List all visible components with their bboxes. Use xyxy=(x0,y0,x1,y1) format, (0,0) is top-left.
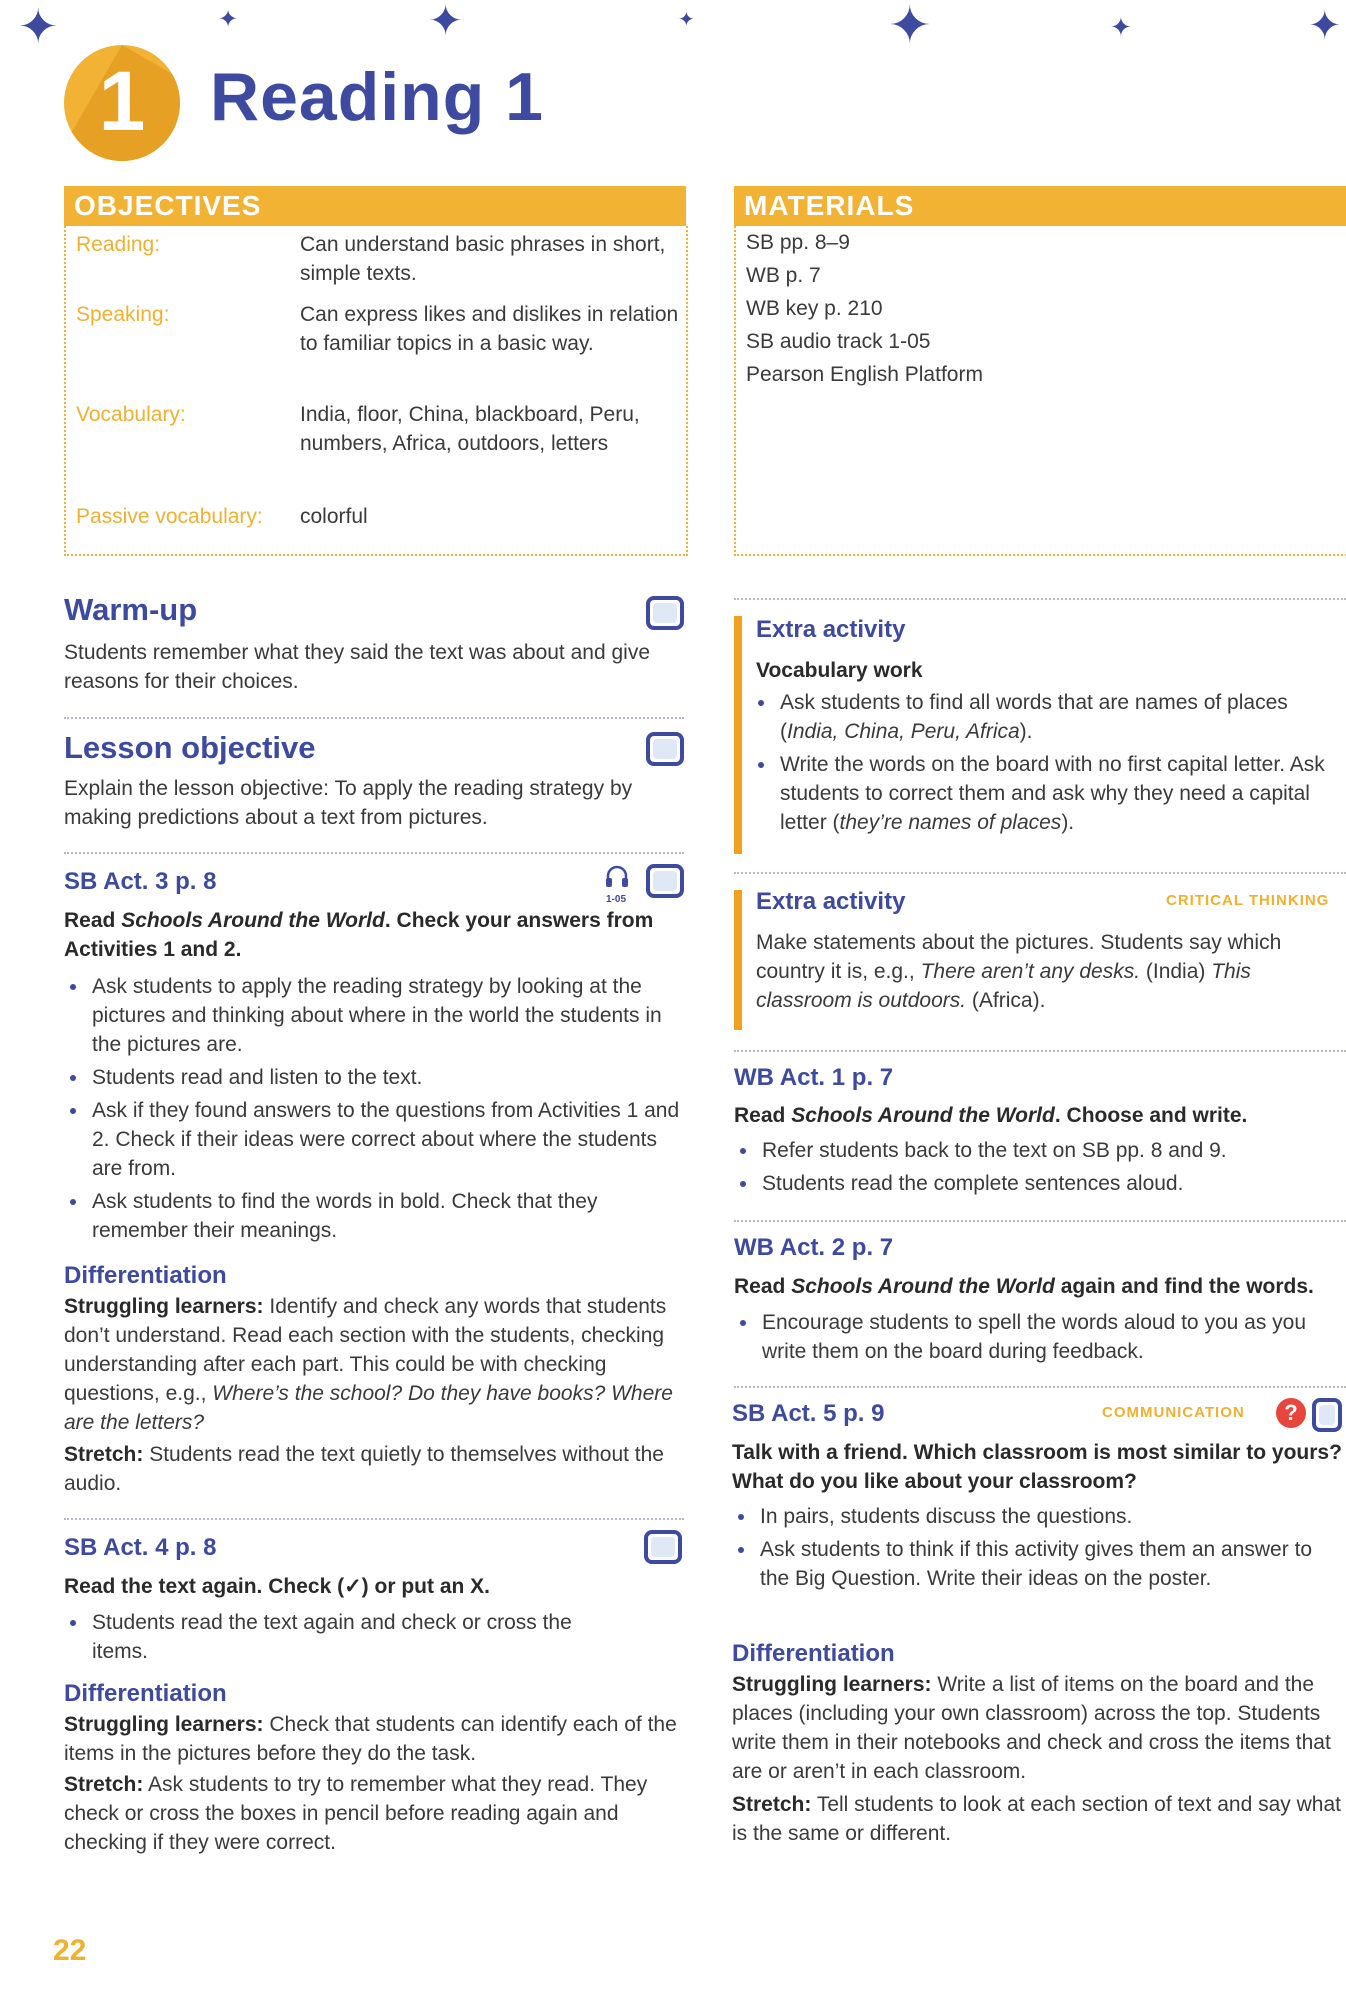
objective-key: Passive vocabulary: xyxy=(76,505,263,528)
objective-value: India, floor, China, blackboard, Peru, numbers, Africa, outdoors, letters xyxy=(300,403,640,455)
screen-icon xyxy=(646,732,684,766)
extra-activity-subtitle: Vocabulary work xyxy=(756,659,923,682)
lesson-number-badge xyxy=(64,45,180,161)
screen-icon xyxy=(644,1530,682,1564)
divider xyxy=(64,852,684,854)
warmup-text: Students remember what they said the text was about and give reasons for their choices. xyxy=(64,641,651,693)
lesson-objective-text: Explain the lesson objective: To apply the reading strategy by making predictions about a text from pictures. xyxy=(64,777,633,829)
objective-key: Vocabulary: xyxy=(76,403,186,426)
list-item: Students read the complete sentences aloud. xyxy=(734,1169,1346,1198)
sb-act5-instruction: Talk with a friend. Which classroom is most similar to yours? What do you like about your classroom? xyxy=(732,1441,1342,1493)
sb-act5-stretch: Stretch: Tell students to look at each section of text and say what is the same or different. xyxy=(732,1793,1341,1845)
sb-act3-bullets xyxy=(64,972,684,1249)
list-item: Write the words on the board with no first capital letter. Ask students to correct them and ask why they need a capital letter (they’re names of places). xyxy=(752,750,1342,837)
wb-act1-bullets xyxy=(734,1136,1346,1202)
sb-act3-title: SB Act. 3 p. 8 xyxy=(64,868,217,895)
star-icon: ✦ xyxy=(218,6,239,33)
sb-act3-instruction: Read Schools Around the World. Check your answers from Activities 1 and 2. xyxy=(64,909,654,961)
wb-act2-title: WB Act. 2 p. 7 xyxy=(734,1234,894,1261)
lesson-number: 1 xyxy=(98,54,146,148)
extra-activity-text: Make statements about the pictures. Students say which country it is, e.g., There aren’t any desks. (India) This classroom is outdoors. (Africa). xyxy=(756,931,1282,1012)
objectives-heading: OBJECTIVES xyxy=(64,186,686,226)
objective-key: Speaking: xyxy=(76,303,170,326)
divider xyxy=(64,1518,684,1520)
divider xyxy=(734,1220,1346,1222)
sb-act4-stretch: Stretch: Ask students to try to remember what they read. They check or cross the boxes in pencil before reading again and checking if they were correct. xyxy=(64,1773,648,1854)
list-item: Ask if they found answers to the questions from Activities 1 and 2. Check if their ideas were correct about where the students are from. xyxy=(64,1096,684,1183)
lesson-objective-title: Lesson objective xyxy=(64,730,316,765)
objective-value: colorful xyxy=(300,505,368,528)
extra-activity-bar xyxy=(734,616,742,854)
list-item: Ask students to apply the reading strategy by looking at the pictures and thinking about where in the world the students in the pictures are. xyxy=(64,972,684,1059)
list-item: Students read and listen to the text. xyxy=(64,1063,684,1092)
sb-act4-bullets xyxy=(64,1608,624,1670)
wb-act2-bullets xyxy=(734,1308,1346,1370)
page-title: Reading 1 xyxy=(210,59,544,135)
headset-icon xyxy=(602,862,632,892)
sb-act5-title: SB Act. 5 p. 9 xyxy=(732,1400,885,1427)
list-item: In pairs, students discuss the questions. xyxy=(732,1502,1316,1531)
list-item: Refer students back to the text on SB pp. 8 and 9. xyxy=(734,1136,1346,1165)
extra-activity-bar xyxy=(734,890,742,1030)
materials-box xyxy=(734,226,1346,556)
sb-act3-stretch: Stretch: Students read the text quietly to themselves without the audio. xyxy=(64,1443,664,1495)
list-item: Ask students to think if this activity gives them an answer to the Big Question. Write their ideas on the poster. xyxy=(732,1535,1316,1593)
page-number: 22 xyxy=(53,1934,87,1967)
divider xyxy=(734,598,1346,600)
sb-act4-title: SB Act. 4 p. 8 xyxy=(64,1534,217,1561)
objective-value: Can express likes and dislikes in relation to familiar topics in a basic way. xyxy=(300,303,679,355)
screen-icon xyxy=(1312,1398,1342,1432)
extra-activity-title: Extra activity xyxy=(756,616,906,643)
wb-act1-title: WB Act. 1 p. 7 xyxy=(734,1064,894,1091)
differentiation-title: Differentiation xyxy=(64,1680,227,1707)
list-item: Students read the text again and check or cross the items. xyxy=(64,1608,624,1666)
star-icon: ✦ xyxy=(888,0,932,55)
audio-track-label: 1-05 xyxy=(606,894,627,905)
objective-key: Reading: xyxy=(76,233,161,256)
wb-act2-instruction: Read Schools Around the World again and find the words. xyxy=(734,1275,1314,1298)
critical-thinking-tag: CRITICAL THINKING xyxy=(1166,892,1330,909)
wb-act1-instruction: Read Schools Around the World. Choose and write. xyxy=(734,1104,1248,1127)
sb-act4-instruction: Read the text again. Check (✓) or put an X. xyxy=(64,1575,490,1598)
objective-value: Can understand basic phrases in short, simple texts. xyxy=(300,233,666,285)
list-item: Ask students to find all words that are names of places (India, China, Peru, Africa). xyxy=(752,688,1342,746)
sb-act4-struggling: Struggling learners: Check that students can identify each of the items in the pictures before they do the task. xyxy=(64,1713,677,1765)
question-icon: ? xyxy=(1276,1398,1306,1428)
divider xyxy=(734,872,1346,874)
material-item: WB key p. 210 xyxy=(746,297,883,320)
sb-act5-bullets xyxy=(732,1502,1316,1597)
material-item: SB audio track 1-05 xyxy=(746,330,931,353)
list-item: Ask students to find the words in bold. Check that they remember their meanings. xyxy=(64,1187,684,1245)
extra-activity-title: Extra activity xyxy=(756,888,906,915)
star-icon: ✦ xyxy=(1110,12,1132,42)
divider xyxy=(64,717,684,719)
screen-icon xyxy=(646,596,684,630)
star-icon: ✦ xyxy=(1308,4,1342,48)
sb-act3-struggling: Struggling learners: Identify and check any words that students don’t understand. Read each section with the students, checking understanding after each part. This could be with checking questions, e.g., Where’s the school? Do they have books? Where are the letters? xyxy=(64,1295,673,1434)
divider xyxy=(734,1386,1346,1388)
objectives-box xyxy=(64,226,688,556)
star-icon: ✦ xyxy=(678,9,695,31)
warmup-title: Warm-up xyxy=(64,592,198,627)
star-icon: ✦ xyxy=(18,1,59,54)
material-item: WB p. 7 xyxy=(746,264,821,287)
screen-icon xyxy=(646,864,684,898)
list-item: Encourage students to spell the words aloud to you as you write them on the board during feedback. xyxy=(734,1308,1346,1366)
material-item: Pearson English Platform xyxy=(746,363,983,386)
differentiation-title: Differentiation xyxy=(732,1640,895,1667)
star-icon: ✦ xyxy=(428,0,464,44)
extra-activity-bullets xyxy=(752,688,1342,841)
differentiation-title: Differentiation xyxy=(64,1262,227,1289)
communication-tag: COMMUNICATION xyxy=(1102,1404,1245,1421)
sb-act5-struggling: Struggling learners: Write a list of items on the board and the places (including your own classroom) across the top. Students write them in their notebooks and check and cross the items that are or aren’t in each classroom. xyxy=(732,1673,1331,1783)
divider xyxy=(734,1050,1346,1052)
material-item: SB pp. 8–9 xyxy=(746,231,850,254)
materials-heading: MATERIALS xyxy=(734,186,1346,226)
